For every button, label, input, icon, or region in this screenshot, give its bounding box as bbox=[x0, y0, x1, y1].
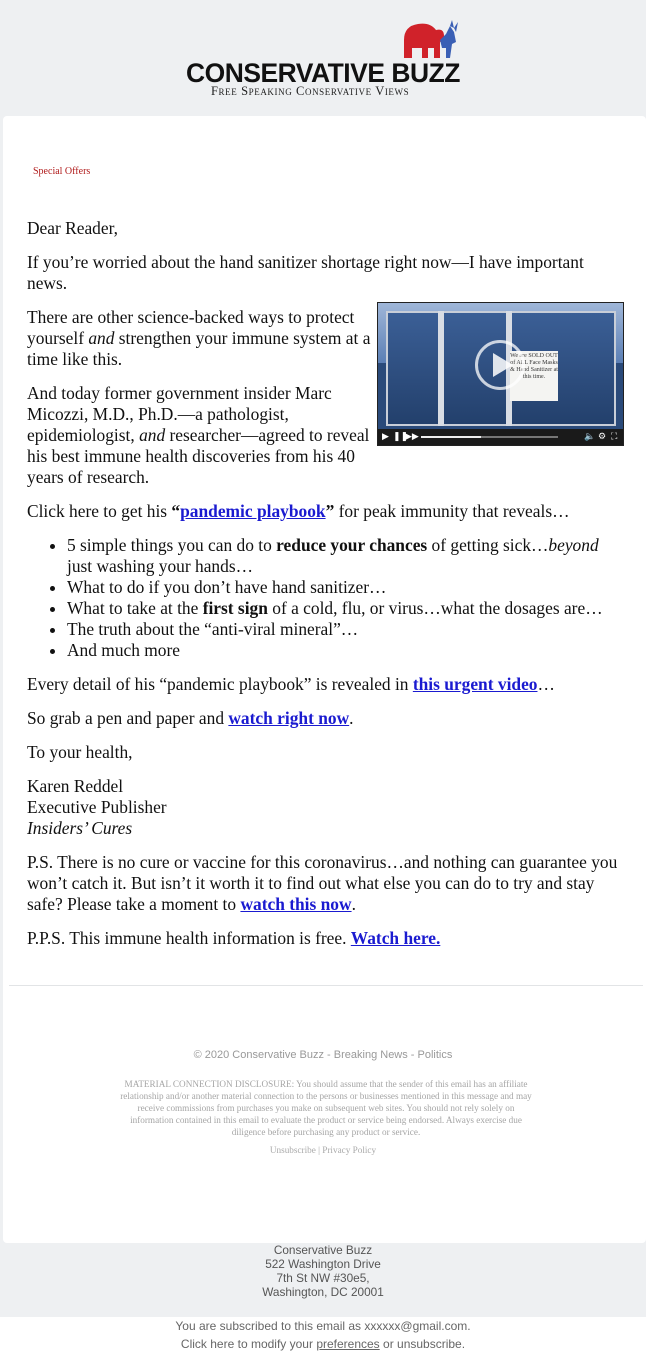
benefits-list bbox=[27, 535, 623, 661]
letter-body bbox=[27, 218, 623, 962]
address-line: Washington, DC 20001 bbox=[262, 1285, 384, 1299]
li1-text: 5 simple things you can do to bbox=[67, 535, 277, 555]
signature-name: Karen Reddel bbox=[27, 776, 124, 796]
privacy-policy-link[interactable]: Privacy Policy bbox=[322, 1145, 377, 1155]
closing: To your health, bbox=[27, 742, 133, 762]
volume-icon[interactable]: 🔈 bbox=[584, 432, 596, 442]
fullscreen-icon[interactable]: ⛶ bbox=[611, 432, 618, 442]
pps-text: P.P.S. This immune health information is free. bbox=[27, 928, 351, 948]
pause-icon[interactable]: ❚❚ bbox=[393, 432, 409, 442]
p3-text-end: researcher—agreed to reveal his best immune health discoveries from his 40 years of research. bbox=[27, 425, 370, 487]
watch-here-link[interactable]: Watch here. bbox=[350, 928, 441, 948]
li3-text: What to take at the bbox=[67, 598, 203, 618]
preferences-link[interactable]: preferences bbox=[316, 1337, 380, 1351]
list-item: • What to do if you don’t have hand sanitizer… bbox=[67, 577, 623, 598]
list-item: • The truth about the “anti-viral mineral”… bbox=[67, 619, 623, 640]
list-item bbox=[67, 598, 623, 619]
p4-quote-open: “ bbox=[171, 501, 181, 521]
special-offers-label: Special Offers bbox=[33, 166, 91, 177]
address-line: Conservative Buzz bbox=[273, 1243, 373, 1257]
video-thumbnail[interactable] bbox=[377, 302, 624, 446]
copyright: © 2020 Conservative Buzz - Breaking News - Politics bbox=[193, 1049, 453, 1061]
post-postscript bbox=[27, 928, 623, 949]
p5-text: Every detail of his “pandemic playbook” is revealed in bbox=[27, 674, 413, 694]
link-separator: | bbox=[315, 1145, 323, 1155]
p4-quote-close: ” bbox=[325, 501, 335, 521]
li3-bold: first sign bbox=[202, 598, 268, 618]
play-icon[interactable] bbox=[475, 340, 525, 390]
p6-text: So grab a pen and paper and bbox=[27, 708, 229, 728]
modify-text: Click here to modify your bbox=[180, 1337, 317, 1351]
elephant-donkey-icon bbox=[394, 18, 462, 62]
p4-text: Click here to get his bbox=[27, 501, 172, 521]
email-header bbox=[0, 0, 646, 116]
paragraph-1: If you’re worried about the hand sanitizer shortage right now—I have important news. bbox=[27, 252, 584, 293]
signature-publication: Insiders’ Cures bbox=[27, 818, 133, 838]
brand-name: CONSERVATIVE BUZZ bbox=[186, 58, 460, 88]
modify-preferences-text bbox=[0, 1337, 646, 1351]
pandemic-playbook-link[interactable]: pandemic playbook bbox=[180, 501, 326, 521]
p3-text: And today former government insider Marc Micozzi, M.D., Ph.D.—a pathologist, epidemiologist, bbox=[27, 383, 332, 445]
postscript bbox=[27, 852, 623, 915]
li1-text-mid: of getting sick… bbox=[427, 535, 549, 555]
ps-text: P.S. There is no cure or vaccine for this coronavirus…and nothing can guarantee you won’t catch it. But isn’t it worth it to find out what else you can do to try and stay safe? Please take a moment to bbox=[27, 852, 618, 914]
p3-emphasis: and bbox=[139, 425, 166, 445]
video-sign: We are SOLD OUT of ALL Face Masks & Hand Sanitizer at this time. bbox=[510, 351, 558, 401]
li3-text-end: of a cold, flu, or virus…what the dosages are… bbox=[267, 598, 603, 618]
ps-text-end: . bbox=[351, 894, 356, 914]
p6-text-end: . bbox=[349, 708, 354, 728]
p2-text-end: strengthen your immune system at a time like this. bbox=[27, 328, 371, 369]
watch-right-now-link[interactable]: watch right now bbox=[228, 708, 350, 728]
p5-text-end: … bbox=[537, 674, 555, 694]
unsubscribe-link[interactable]: Unsubscribe bbox=[269, 1145, 316, 1155]
footer-links bbox=[0, 1145, 646, 1155]
brand-logo[interactable] bbox=[186, 18, 462, 100]
disclosure-text: MATERIAL CONNECTION DISCLOSURE: You should assume that the sender of this email has an affiliate relationship and/or another material connection to the persons or businesses mentioned in this message and may receive commissions from purchases you make on subsequent web sites. You should not rely solely on information contained in this email to evaluate the product or service being endorsed. Always exercise due diligence before purchasing any product or service. bbox=[120, 1079, 532, 1137]
list-item: • And much more bbox=[67, 640, 623, 661]
address-line: 7th St NW #30e5, bbox=[276, 1271, 370, 1285]
subscription-footer bbox=[0, 1317, 646, 1353]
subscribed-as-text: You are subscribed to this email as xxxxxx@gmail.com. bbox=[175, 1319, 471, 1333]
paragraph-5 bbox=[27, 674, 623, 695]
urgent-video-link[interactable]: this urgent video bbox=[412, 674, 538, 694]
video-controls bbox=[378, 429, 623, 445]
li1-bold: reduce your chances bbox=[276, 535, 428, 555]
skip-icon[interactable]: ▶▶ bbox=[405, 432, 419, 442]
p2-text: There are other science-backed ways to protect yourself bbox=[27, 307, 355, 348]
play-icon[interactable]: ▶ bbox=[382, 432, 389, 442]
paragraph-4 bbox=[27, 501, 623, 522]
settings-icon[interactable]: ⚙ bbox=[598, 432, 607, 442]
greeting: Dear Reader, bbox=[27, 218, 119, 238]
signature bbox=[27, 776, 623, 839]
list-item bbox=[67, 535, 623, 577]
watch-this-now-link[interactable]: watch this now bbox=[240, 894, 352, 914]
modify-text-end: or unsubscribe. bbox=[379, 1337, 466, 1351]
signature-title: Executive Publisher bbox=[27, 797, 167, 817]
p4-text-end: for peak immunity that reveals… bbox=[334, 501, 570, 521]
paragraph-6 bbox=[27, 708, 623, 729]
postal-address bbox=[0, 1243, 646, 1299]
li1-emphasis: beyond bbox=[548, 535, 599, 555]
li1-text-end: just washing your hands… bbox=[67, 556, 253, 576]
address-line: 522 Washington Drive bbox=[265, 1257, 381, 1271]
brand-tagline: Free Speaking Conservative Views bbox=[211, 84, 410, 98]
p2-emphasis: and bbox=[88, 328, 115, 348]
footer-divider bbox=[9, 985, 643, 986]
video-progress bbox=[421, 436, 481, 438]
play-triangle bbox=[493, 353, 513, 377]
video-window-frame bbox=[438, 311, 444, 426]
